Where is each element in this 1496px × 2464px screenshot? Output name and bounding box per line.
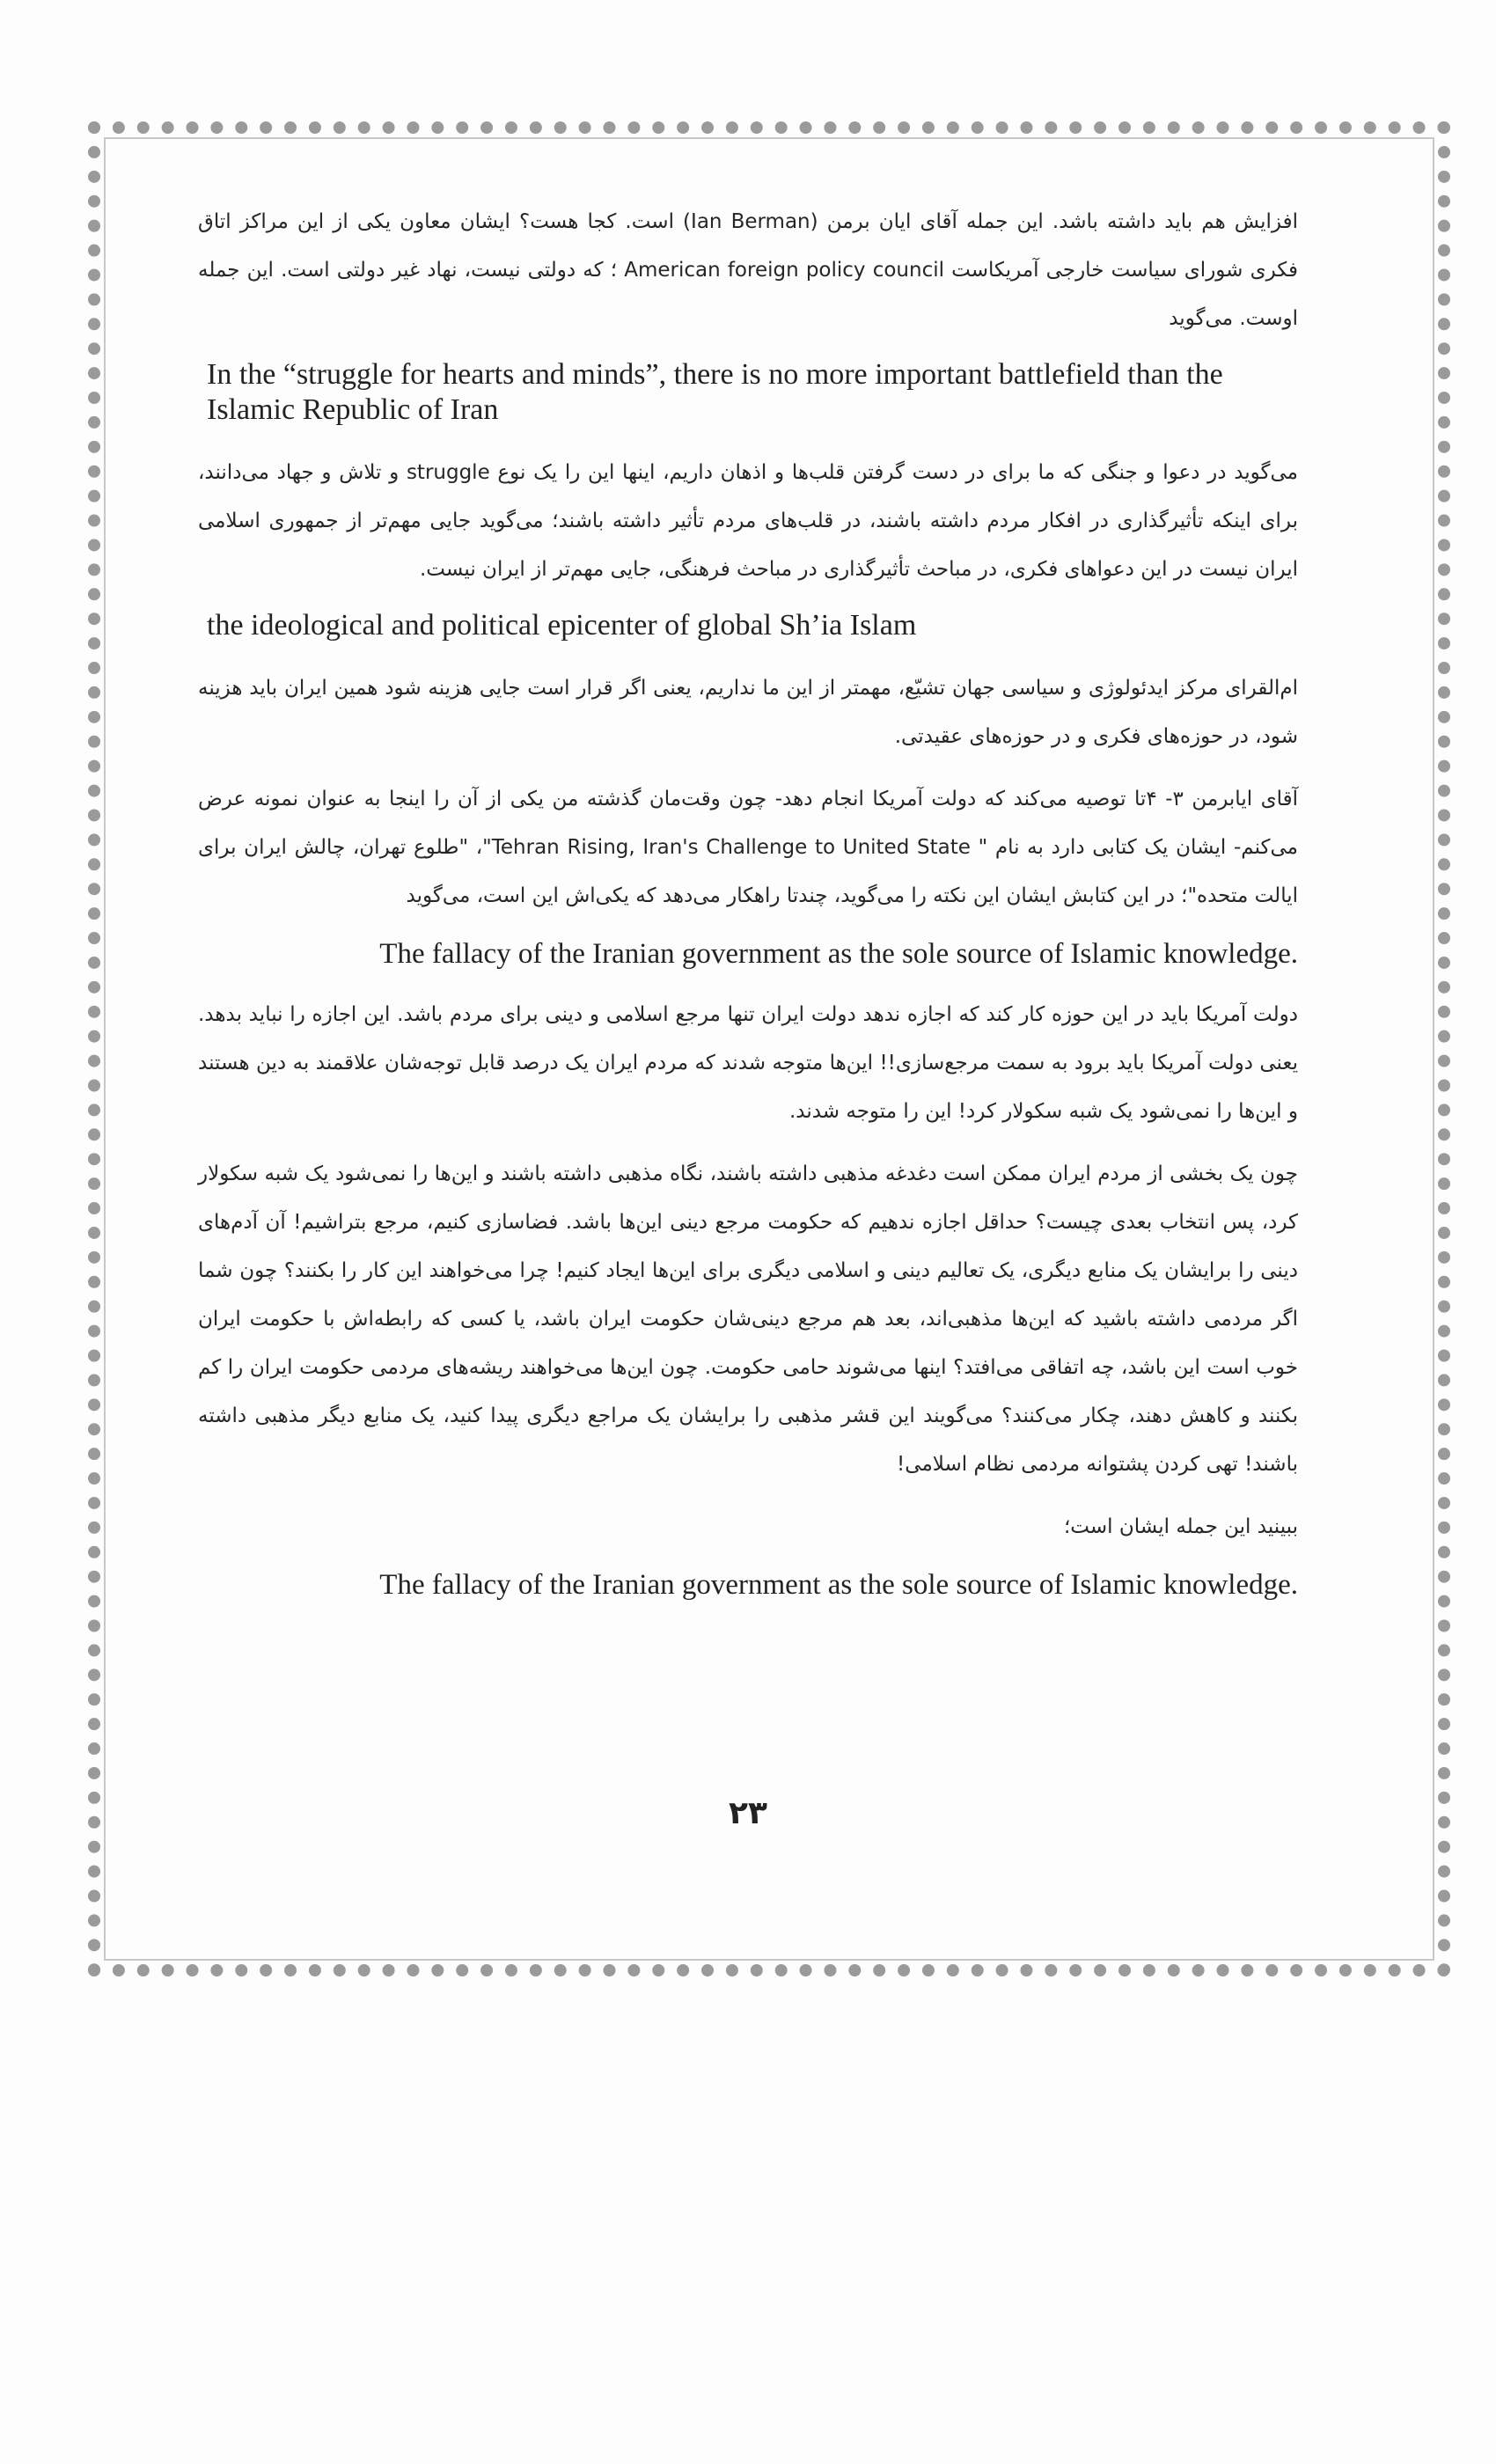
paragraph-7: ببینید این جمله ایشان است؛ bbox=[1063, 1515, 1298, 1538]
english-quote-4: The fallacy of the Iranian government as the sole source of Islamic knowledge. bbox=[379, 1569, 1298, 1601]
english-quote-1: In the “struggle for hearts and minds”, there is no more important battlefield than the Islamic Republic of Iran bbox=[207, 358, 1223, 426]
paragraph-1: افزایش هم باید داشته باشد. این جمله آقای ایان برمن (Ian Berman) است. کجا هست؟ ایشان معاون یکی از این مراکز اتاق فکری شورای سیاست خارجی آمریکاست American foreign policy council ؛ که دولتی نیست، نهاد غیر دولتی است. این جمله اوست. می‌گوید bbox=[198, 210, 1299, 330]
paragraph-3: ام‌القرای مرکز ایدئولوژی و سیاسی جهان تشیّع، مهمتر از این ما نداریم، یعنی اگر قرار است جایی هزینه شود همین ایران باید هزینه شود، در حوزه‌های فکری و در حوزه‌های عقیدتی. bbox=[198, 677, 1298, 748]
paragraph-2: می‌گوید در دعوا و جنگی که ما برای در دست گرفتن قلب‌ها و اذهان داریم، اینها این را یک نوع struggle و تلاش و جهاد می‌دانند، برای اینکه تأثیرگذاری در افکار مردم داشته باشند، در قلب‌های مردم تأثیر داشته باشند؛ می‌گوید جایی مهم‌تر از جمهوری اسلامی ایران نیست در این دعواهای فکری، در مباحث تأثیرگذاری در مباحث فرهنگی، جایی مهم‌تر از ایران نیست. bbox=[198, 461, 1298, 581]
page-number: ۲۳ bbox=[729, 1795, 767, 1831]
english-quote-3: The fallacy of the Iranian government as the sole source of Islamic knowledge. bbox=[379, 938, 1298, 970]
paragraph-6: چون یک بخشی از مردم ایران ممکن است دغدغه مذهبی داشته باشند، نگاه مذهبی داشته باشند و این‌ها را نمی‌شود یک شبه سکولار کرد، پس انتخاب بعدی چیست؟ حداقل اجازه ندهیم که حکومت مرجع دینی این‌ها باشد. فضاسازی کنیم، مرجع بتراشیم! آن آدم‌های دینی را برایشان یک منابع دیگری، یک تعالیم دینی و اسلامی دیگری برای این‌ها ایجاد کنیم! چرا می‌خواهند این کار را بکنند؟ چون شما اگر مردمی داشته باشید که این‌ها مذهبی‌اند، بعد هم مرجع دینی‌شان حکومت ایران باشد، یا کسی که رابطه‌اش با حکومت ایران خوب است این باشد، چه اتفاقی می‌افتد؟ اینها می‌شوند حامی حکومت. چون این‌ها می‌خواهند ریشه‌های مردمی حکومت ایران را کم بکنند و کاهش دهند، چکار می‌کنند؟ می‌گویند این قشر مذهبی را برایشان یک مراجع دیگری پیدا کنید، یک منابع دیگر مذهبی داشته باشند! تهی کردن پشتوانه مردمی نظام اسلامی! bbox=[198, 1162, 1298, 1476]
page-content bbox=[198, 198, 1298, 1622]
english-quote-2: the ideological and political epicenter of global Sh’ia Islam bbox=[207, 609, 917, 642]
paragraph-5: دولت آمریکا باید در این حوزه کار کند که اجازه ندهد دولت ایران تنها مرجع اسلامی و دینی برای مردم باشد. این اجازه را نباید بدهد. یعنی دولت آمریکا باید برود به سمت مرجع‌سازی!! این‌ها متوجه شدند که مردم ایران یک درصد قابل توجه‌شان علاقمند به دین هستند و این‌ها را نمی‌شود یک شبه سکولار کرد! این را متوجه شدند. bbox=[198, 1003, 1298, 1123]
paragraph-4: آقای ایابرمن ۳- ۴تا توصیه می‌کند که دولت آمریکا انجام دهد- چون وقت‌مان گذشته من یکی از آن را اینجا به عنوان نمونه عرض می‌کنم- ایشان یک کتابی دارد به نام " Tehran Rising, Iran's Challenge to United State"، "طلوع تهران، چالش ایران برای ایالت متحده"؛ در این کتابش ایشان این نکته را می‌گوید، چندتا راهکار می‌دهد که یکی‌اش این است، می‌گوید bbox=[198, 788, 1298, 907]
